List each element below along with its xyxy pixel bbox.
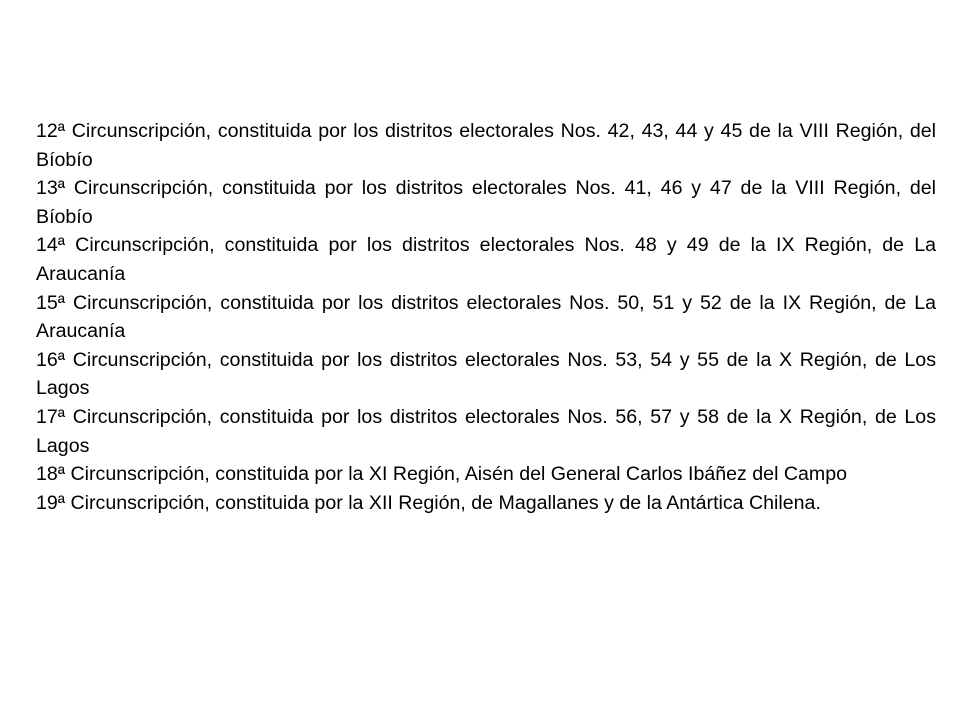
paragraph-17: 17ª Circunscripción, constituida por los distritos electorales Nos. 56, 57 y 58 de la X Región, de Los Lagos (36, 405, 936, 457)
paragraph-19: 19ª Circunscripción, constituida por la XII Región, de Magallanes y de la Antártica Chilena. (36, 491, 821, 514)
paragraph-14: 14ª Circunscripción, constituida por los distritos electorales Nos. 48 y 49 de la IX Región, de La Araucanía (36, 234, 936, 285)
paragraph-15: 15ª Circunscripción, constituida por los distritos electorales Nos. 50, 51 y 52 de la IX Región, de La Araucanía (36, 291, 936, 343)
paragraph-12: 12ª Circunscripción, constituida por los distritos electorales Nos. 42, 43, 44 y 45 de la VIII Región, del Bíobío (36, 120, 936, 171)
paragraph-18: 18ª Circunscripción, constituida por la XI Región, Aisén del General Carlos Ibáñez del Campo (36, 463, 848, 486)
paragraph-13: 13ª Circunscripción, constituida por los distritos electorales Nos. 41, 46 y 47 de la VIII Región, del Bíobío (36, 177, 936, 228)
paragraph-16: 16ª Circunscripción, constituida por los distritos electorales Nos. 53, 54 y 55 de la X Región, de Los Lagos (36, 348, 936, 400)
circunscripciones-text-block (36, 117, 936, 517)
